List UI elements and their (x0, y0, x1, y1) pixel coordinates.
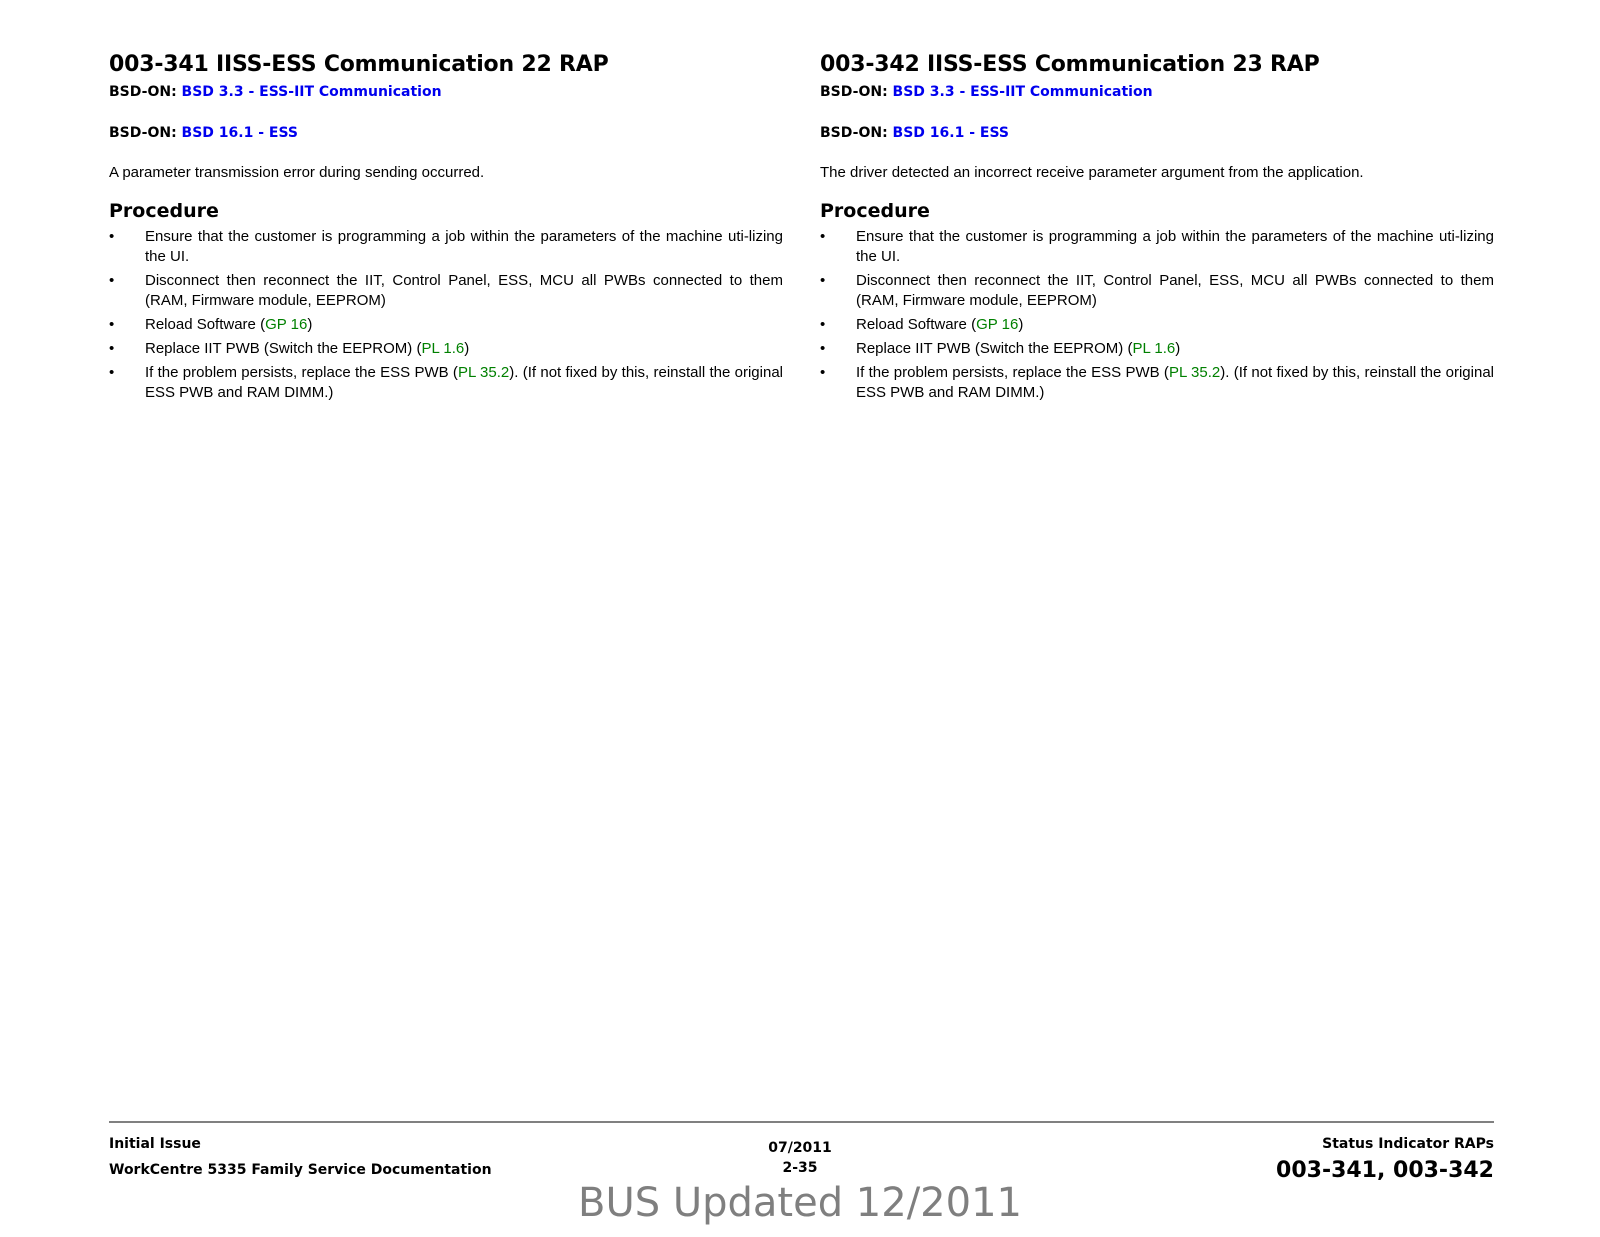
bsd-link-ess-iit[interactable]: BSD 3.3 - ESS-IIT Communication (892, 84, 1153, 100)
section-title: Status Indicator RAPs (1322, 1136, 1494, 1152)
procedure-step (820, 339, 1494, 359)
procedure-steps (109, 227, 783, 403)
step-text-post: ). (If not fixed by this, reinstall the original ESS PWB and RAM DIMM.) (856, 364, 1494, 401)
bullet-icon: • (109, 316, 115, 333)
procedure-heading: Procedure (109, 200, 219, 222)
procedure-step (109, 315, 783, 335)
procedure-step (820, 315, 1494, 335)
bsd-label: BSD-ON: (109, 84, 177, 100)
issue-date: 07/2011 (768, 1140, 832, 1156)
step-text-pre: If the problem persists, replace the ESS PWB ( (145, 364, 458, 381)
step-text-post: ) (464, 340, 470, 357)
step-text-pre: Replace IIT PWB (Switch the EEPROM) ( (856, 340, 1133, 357)
bullet-icon: • (820, 364, 826, 381)
procedure-step (820, 363, 1494, 403)
procedure-heading: Procedure (820, 200, 930, 222)
gp-link[interactable]: GP 16 (265, 316, 308, 333)
bullet-icon: • (820, 316, 826, 333)
bsd-reference (820, 82, 1494, 102)
step-text-post: ) (307, 316, 313, 333)
bsd-reference (109, 123, 783, 143)
gp-link[interactable]: GP 16 (976, 316, 1019, 333)
bsd-reference (109, 82, 783, 102)
update-watermark: BUS Updated 12/2011 (578, 1180, 1022, 1226)
step-text-pre: Replace IIT PWB (Switch the EEPROM) ( (145, 340, 422, 357)
footer-left (109, 1131, 492, 1183)
bsd-link-ess-iit[interactable]: BSD 3.3 - ESS-IIT Communication (181, 84, 442, 100)
bullet-icon: • (109, 364, 115, 381)
rap-column-right (820, 48, 1494, 407)
procedure-step (820, 271, 1494, 311)
bullet-icon: • (820, 272, 826, 289)
bsd-reference (820, 123, 1494, 143)
bullet-icon: • (820, 340, 826, 357)
rap-column-left (109, 48, 783, 407)
step-text: Disconnect then reconnect the IIT, Control Panel, ESS, MCU all PWBs connected to them (RAM, Firmware module, EEPROM) (145, 272, 783, 309)
step-text: Ensure that the customer is programming a job within the parameters of the machine uti-lizing the UI. (145, 228, 783, 265)
procedure-step (109, 271, 783, 311)
pl-link[interactable]: PL 1.6 (421, 340, 465, 357)
bullet-icon: • (109, 272, 115, 289)
footer-center (700, 1138, 900, 1178)
step-text-post: ) (1175, 340, 1181, 357)
footer-right (1276, 1131, 1494, 1185)
procedure-step (109, 227, 783, 267)
step-text-pre: Reload Software ( (145, 316, 266, 333)
bsd-label: BSD-ON: (109, 125, 177, 141)
bsd-link-ess[interactable]: BSD 16.1 - ESS (181, 125, 298, 141)
bsd-label: BSD-ON: (820, 125, 888, 141)
rap-title: 003-341 IISS-ESS Communication 22 RAP (109, 52, 609, 77)
pl-link[interactable]: PL 35.2 (1168, 364, 1221, 381)
bullet-icon: • (109, 228, 115, 245)
rap-codes: 003-341, 003-342 (1276, 1158, 1494, 1183)
document-title: WorkCentre 5335 Family Service Documentation (109, 1162, 492, 1178)
issue-label: Initial Issue (109, 1136, 201, 1152)
rap-description: A parameter transmission error during sending occurred. (109, 164, 485, 181)
step-text: Ensure that the customer is programming a job within the parameters of the machine uti-lizing the UI. (856, 228, 1494, 265)
procedure-step (109, 339, 783, 359)
procedure-steps (820, 227, 1494, 403)
rap-description: The driver detected an incorrect receive parameter argument from the application. (820, 164, 1364, 181)
bullet-icon: • (820, 228, 826, 245)
step-text-post: ) (1018, 316, 1024, 333)
step-text-pre: Reload Software ( (856, 316, 977, 333)
bullet-icon: • (109, 340, 115, 357)
procedure-step (820, 227, 1494, 267)
pl-link[interactable]: PL 1.6 (1132, 340, 1176, 357)
step-text: Disconnect then reconnect the IIT, Control Panel, ESS, MCU all PWBs connected to them (RAM, Firmware module, EEPROM) (856, 272, 1494, 309)
rap-title: 003-342 IISS-ESS Communication 23 RAP (820, 52, 1320, 77)
bsd-label: BSD-ON: (820, 84, 888, 100)
footer-divider (109, 1121, 1494, 1123)
procedure-step (109, 363, 783, 403)
step-text-pre: If the problem persists, replace the ESS PWB ( (856, 364, 1169, 381)
step-text-post: ). (If not fixed by this, reinstall the original ESS PWB and RAM DIMM.) (145, 364, 783, 401)
bsd-link-ess[interactable]: BSD 16.1 - ESS (892, 125, 1009, 141)
pl-link[interactable]: PL 35.2 (457, 364, 510, 381)
page-number: 2-35 (782, 1160, 818, 1176)
